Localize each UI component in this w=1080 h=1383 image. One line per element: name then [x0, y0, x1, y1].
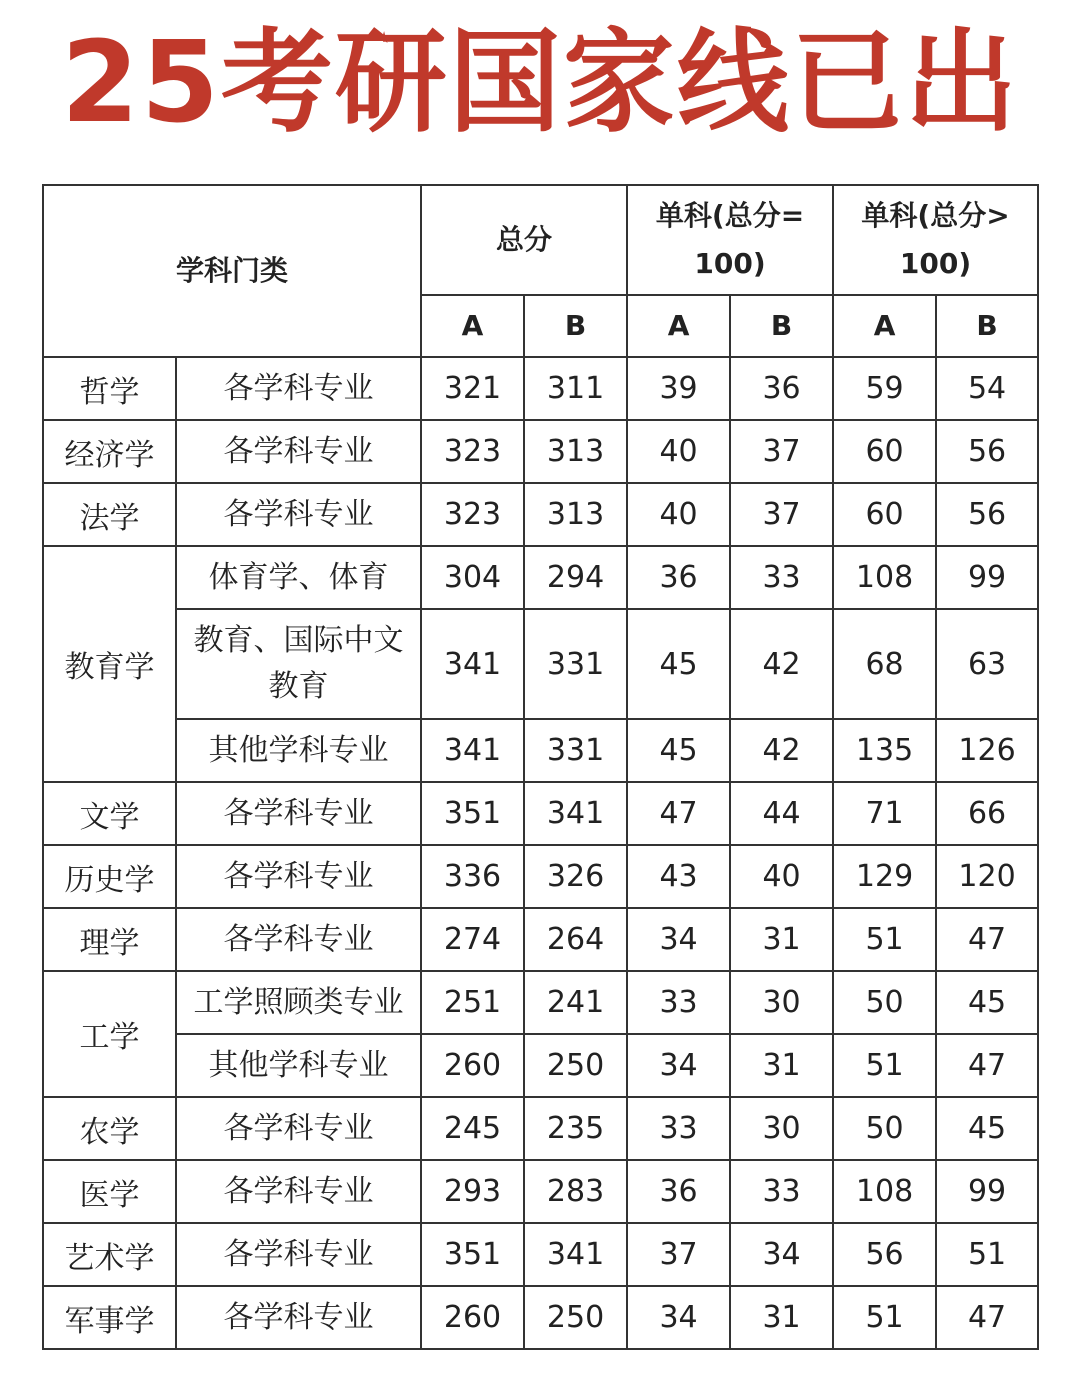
major-text: 各学科专业: [223, 1173, 374, 1209]
table-row: [43, 1223, 1038, 1286]
major-text: 各学科专业: [223, 433, 374, 469]
total-a-cell: 304: [421, 546, 524, 609]
eq100-a-cell: 40: [627, 483, 730, 546]
major-text: 工学照顾类专业: [193, 984, 404, 1020]
total-a-cell: 351: [421, 782, 524, 845]
eq100-b-cell: 30: [730, 971, 833, 1034]
gt100-b-cell: 66: [936, 782, 1038, 845]
total-b-cell: 250: [524, 1034, 627, 1097]
total-a-cell: 260: [421, 1034, 524, 1097]
major-text: 各学科专业: [223, 496, 374, 532]
header-total: 总分: [421, 185, 627, 295]
eq100-b-cell: 33: [730, 1160, 833, 1223]
eq100-b-cell: 37: [730, 483, 833, 546]
gt100-b-cell: 56: [936, 483, 1038, 546]
page-title: 25考研国家线已出: [61, 18, 1019, 148]
eq100-b-cell: 42: [730, 609, 833, 719]
gt100-a-cell: 60: [833, 420, 936, 483]
total-b-cell: 283: [524, 1160, 627, 1223]
gt100-b-cell: 51: [936, 1223, 1038, 1286]
category-cell: 理学: [43, 908, 176, 971]
eq100-a-cell: 39: [627, 357, 730, 420]
gt100-b-cell: 120: [936, 845, 1038, 908]
gt100-a-cell: 71: [833, 782, 936, 845]
category-cell: 教育学: [43, 546, 176, 782]
header-eq100-a: A: [627, 295, 730, 357]
header-eq100-b: B: [730, 295, 833, 357]
gt100-a-cell: 51: [833, 1034, 936, 1097]
eq100-b-cell: 30: [730, 1097, 833, 1160]
category-cell: 经济学: [43, 420, 176, 483]
gt100-a-cell: 135: [833, 719, 936, 782]
table-row: [43, 908, 1038, 971]
total-b-cell: 235: [524, 1097, 627, 1160]
category-cell: 工学: [43, 971, 176, 1097]
header-gt100-a: A: [833, 295, 936, 357]
eq100-a-cell: 33: [627, 1097, 730, 1160]
major-text: 各学科专业: [223, 858, 374, 894]
major-text: 各学科专业: [223, 921, 374, 957]
table-body: [43, 357, 1038, 1349]
eq100-a-cell: 34: [627, 908, 730, 971]
total-b-cell: 313: [524, 483, 627, 546]
major-cell: [176, 609, 421, 719]
gt100-b-cell: 99: [936, 1160, 1038, 1223]
major-text: 各学科专业: [223, 1236, 374, 1272]
major-text: 各学科专业: [223, 795, 374, 831]
eq100-b-cell: 31: [730, 908, 833, 971]
gt100-b-cell: 47: [936, 908, 1038, 971]
total-a-cell: 274: [421, 908, 524, 971]
major-cell: [176, 357, 421, 420]
total-a-cell: 351: [421, 1223, 524, 1286]
gt100-b-cell: 47: [936, 1286, 1038, 1349]
total-a-cell: 260: [421, 1286, 524, 1349]
gt100-a-cell: 56: [833, 1223, 936, 1286]
table-row: [43, 1034, 1038, 1097]
total-b-cell: 313: [524, 420, 627, 483]
eq100-b-cell: 33: [730, 546, 833, 609]
eq100-a-cell: 36: [627, 1160, 730, 1223]
major-cell: [176, 1160, 421, 1223]
header-single-eq100-text: 单科(总分=100): [655, 199, 805, 280]
table-row: [43, 483, 1038, 546]
category-cell: 历史学: [43, 845, 176, 908]
table-row: [43, 546, 1038, 609]
eq100-b-cell: 42: [730, 719, 833, 782]
table-row: [43, 1160, 1038, 1223]
major-cell: [176, 1286, 421, 1349]
total-b-cell: 331: [524, 719, 627, 782]
gt100-b-cell: 45: [936, 971, 1038, 1034]
major-cell: [176, 845, 421, 908]
total-b-cell: 341: [524, 782, 627, 845]
major-cell: [176, 1223, 421, 1286]
category-cell: 艺术学: [43, 1223, 176, 1286]
gt100-b-cell: 56: [936, 420, 1038, 483]
table-row: [43, 782, 1038, 845]
gt100-a-cell: 129: [833, 845, 936, 908]
table-row: [43, 357, 1038, 420]
eq100-b-cell: 37: [730, 420, 833, 483]
eq100-a-cell: 43: [627, 845, 730, 908]
category-cell: 医学: [43, 1160, 176, 1223]
header-total-a: A: [421, 295, 524, 357]
gt100-b-cell: 63: [936, 609, 1038, 719]
major-cell: [176, 420, 421, 483]
gt100-a-cell: 68: [833, 609, 936, 719]
major-cell: [176, 908, 421, 971]
gt100-a-cell: 60: [833, 483, 936, 546]
category-cell: 文学: [43, 782, 176, 845]
major-cell: [176, 546, 421, 609]
eq100-b-cell: 34: [730, 1223, 833, 1286]
header-category: 学科门类: [43, 185, 421, 357]
eq100-a-cell: 47: [627, 782, 730, 845]
gt100-a-cell: 50: [833, 971, 936, 1034]
gt100-a-cell: 50: [833, 1097, 936, 1160]
major-cell: [176, 719, 421, 782]
eq100-a-cell: 45: [627, 609, 730, 719]
eq100-a-cell: 37: [627, 1223, 730, 1286]
table-row: [43, 845, 1038, 908]
eq100-a-cell: 40: [627, 420, 730, 483]
table-row: [43, 420, 1038, 483]
total-b-cell: 311: [524, 357, 627, 420]
eq100-a-cell: 33: [627, 971, 730, 1034]
total-a-cell: 245: [421, 1097, 524, 1160]
major-cell: [176, 782, 421, 845]
gt100-b-cell: 45: [936, 1097, 1038, 1160]
eq100-b-cell: 40: [730, 845, 833, 908]
major-cell: [176, 483, 421, 546]
header-single-gt100: [833, 185, 1038, 295]
total-b-cell: 264: [524, 908, 627, 971]
header-single-gt100-text: 单科(总分>100): [861, 199, 1010, 280]
major-text: 体育学、体育: [208, 559, 389, 595]
total-a-cell: 323: [421, 420, 524, 483]
table-row: [43, 1097, 1038, 1160]
major-cell: [176, 971, 421, 1034]
header-gt100-b: B: [936, 295, 1038, 357]
eq100-a-cell: 36: [627, 546, 730, 609]
table-row: [43, 971, 1038, 1034]
major-text: 其他学科专业: [208, 732, 389, 768]
header-single-eq100: [627, 185, 833, 295]
major-text: 教育、国际中文教育: [193, 623, 404, 704]
total-b-cell: 241: [524, 971, 627, 1034]
gt100-b-cell: 126: [936, 719, 1038, 782]
total-a-cell: 323: [421, 483, 524, 546]
total-b-cell: 331: [524, 609, 627, 719]
header-total-b: B: [524, 295, 627, 357]
table-row: [43, 609, 1038, 719]
category-cell: 军事学: [43, 1286, 176, 1349]
total-a-cell: 341: [421, 609, 524, 719]
table-row: [43, 719, 1038, 782]
eq100-b-cell: 31: [730, 1286, 833, 1349]
gt100-a-cell: 59: [833, 357, 936, 420]
major-text: 各学科专业: [223, 1299, 374, 1335]
gt100-a-cell: 51: [833, 1286, 936, 1349]
gt100-a-cell: 108: [833, 1160, 936, 1223]
gt100-b-cell: 99: [936, 546, 1038, 609]
total-b-cell: 294: [524, 546, 627, 609]
total-a-cell: 336: [421, 845, 524, 908]
total-a-cell: 251: [421, 971, 524, 1034]
category-cell: 法学: [43, 483, 176, 546]
gt100-b-cell: 54: [936, 357, 1038, 420]
major-text: 各学科专业: [223, 370, 374, 406]
total-b-cell: 341: [524, 1223, 627, 1286]
major-text: 其他学科专业: [208, 1047, 389, 1083]
gt100-b-cell: 47: [936, 1034, 1038, 1097]
category-cell: 农学: [43, 1097, 176, 1160]
total-a-cell: 341: [421, 719, 524, 782]
eq100-b-cell: 31: [730, 1034, 833, 1097]
eq100-a-cell: 34: [627, 1034, 730, 1097]
table-row: [43, 1286, 1038, 1349]
total-b-cell: 326: [524, 845, 627, 908]
gt100-a-cell: 108: [833, 546, 936, 609]
eq100-b-cell: 44: [730, 782, 833, 845]
total-b-cell: 250: [524, 1286, 627, 1349]
eq100-b-cell: 36: [730, 357, 833, 420]
total-a-cell: 293: [421, 1160, 524, 1223]
gt100-a-cell: 51: [833, 908, 936, 971]
eq100-a-cell: 34: [627, 1286, 730, 1349]
major-cell: [176, 1097, 421, 1160]
total-a-cell: 321: [421, 357, 524, 420]
major-cell: [176, 1034, 421, 1097]
score-table: [42, 184, 1039, 1350]
eq100-a-cell: 45: [627, 719, 730, 782]
category-cell: 哲学: [43, 357, 176, 420]
major-text: 各学科专业: [223, 1110, 374, 1146]
